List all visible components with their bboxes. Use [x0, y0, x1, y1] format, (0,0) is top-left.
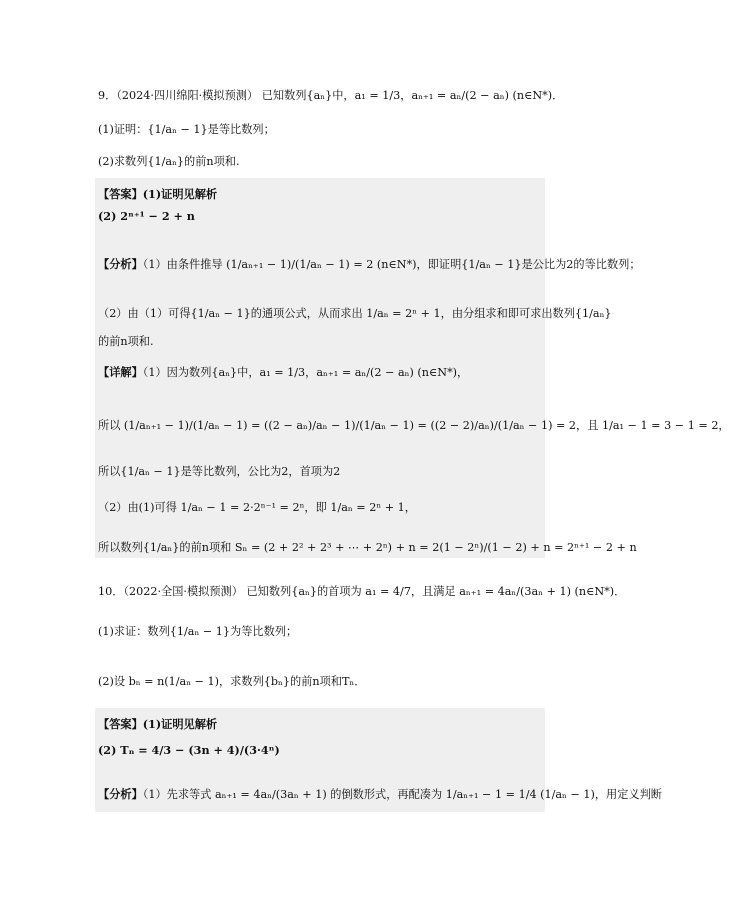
problem-9-stem: 9．（2024·四川绵阳·模拟预测） 已知数列{aₙ}中，a₁ = 1/3，aₙ₊₁ = aₙ/(2 − aₙ) (n∈N*)．: [98, 89, 564, 102]
problem-10-stem: 10．（2022·全国·模拟预测） 已知数列{aₙ}的首项为 a₁ = 4/7，且满足 aₙ₊₁ = 4aₙ/(3aₙ + 1) (n∈N*)．: [98, 585, 626, 598]
answer-9-line-1: 【答案】(1)证明见解析: [98, 187, 218, 201]
problem-10-stem-text: 已知数列{aₙ}的首项为 a₁ = 4/7，且满足 aₙ₊₁ = 4aₙ/(3aₙ + 1) (n∈N*)．: [246, 585, 626, 598]
analysis-10-line-1: 【分析】（1）先求等式 aₙ₊₁ = 4aₙ/(3aₙ + 1) 的倒数形式，再配凑为 1/aₙ₊₁ − 1 = 1/4 (1/aₙ − 1)，用定义判断: [98, 787, 662, 801]
detail-9-line-3: 所以{1/aₙ − 1}是等比数列，公比为2，首项为2: [98, 465, 341, 478]
problem-10-question-1: (1)求证：数列{1/aₙ − 1}为等比数列；: [98, 625, 298, 638]
detail-9-line-4: （2）由(1)可得 1/aₙ − 1 = 2·2ⁿ⁻¹ = 2ⁿ，即 1/aₙ = 2ⁿ + 1，: [98, 501, 416, 514]
analysis-9-line-3: 的前n项和.: [98, 335, 154, 348]
problem-9-question-1: (1)证明：{1/aₙ − 1}是等比数列；: [98, 123, 275, 136]
answer-10-line-2: (2) Tₙ = 4/3 − (3n + 4)/(3·4ⁿ): [98, 743, 280, 757]
problem-9-stem-text: 已知数列{aₙ}中，a₁ = 1/3，aₙ₊₁ = aₙ/(2 − aₙ) (n∈N*)．: [261, 89, 564, 102]
problem-10-question-2: (2)设 bₙ = n(1/aₙ − 1)，求数列{bₙ}的前n项和Tₙ．: [98, 675, 366, 688]
detail-9-line-1: 【详解】（1）因为数列{aₙ}中，a₁ = 1/3，aₙ₊₁ = aₙ/(2 − aₙ) (n∈N*)，: [98, 365, 469, 379]
answer-9-line-2: (2) 2ⁿ⁺¹ − 2 + n: [98, 209, 195, 223]
detail-9-line-2: 所以 (1/aₙ₊₁ − 1)/(1/aₙ − 1) = ((2 − aₙ)/aₙ − 1)/(1/aₙ − 1) = ((2 − 2)/aₙ)/(1/aₙ − 1) = 2，且 1/a₁ − 1 = 3 − 1 = 2，: [98, 419, 730, 432]
detail-9-line-5: 所以数列{1/aₙ}的前n项和 Sₙ = (2 + 2² + 2³ + ⋯ + 2ⁿ) + n = 2(1 − 2ⁿ)/(1 − 2) + n = 2ⁿ⁺¹ − 2 + n: [98, 541, 637, 554]
analysis-9-line-2: （2）由（1）可得{1/aₙ − 1}的通项公式，从而求出 1/aₙ = 2ⁿ + 1，由分组求和即可求出数列{1/aₙ}: [98, 307, 612, 320]
analysis-9-line-1: 【分析】（1）由条件推导 (1/aₙ₊₁ − 1)/(1/aₙ − 1) = 2 (n∈N*)，即证明{1/aₙ − 1}是公比为2的等比数列；: [98, 257, 641, 271]
problem-9-question-2: (2)求数列{1/aₙ}的前n项和.: [98, 155, 240, 168]
answer-10-line-1: 【答案】(1)证明见解析: [98, 717, 218, 731]
